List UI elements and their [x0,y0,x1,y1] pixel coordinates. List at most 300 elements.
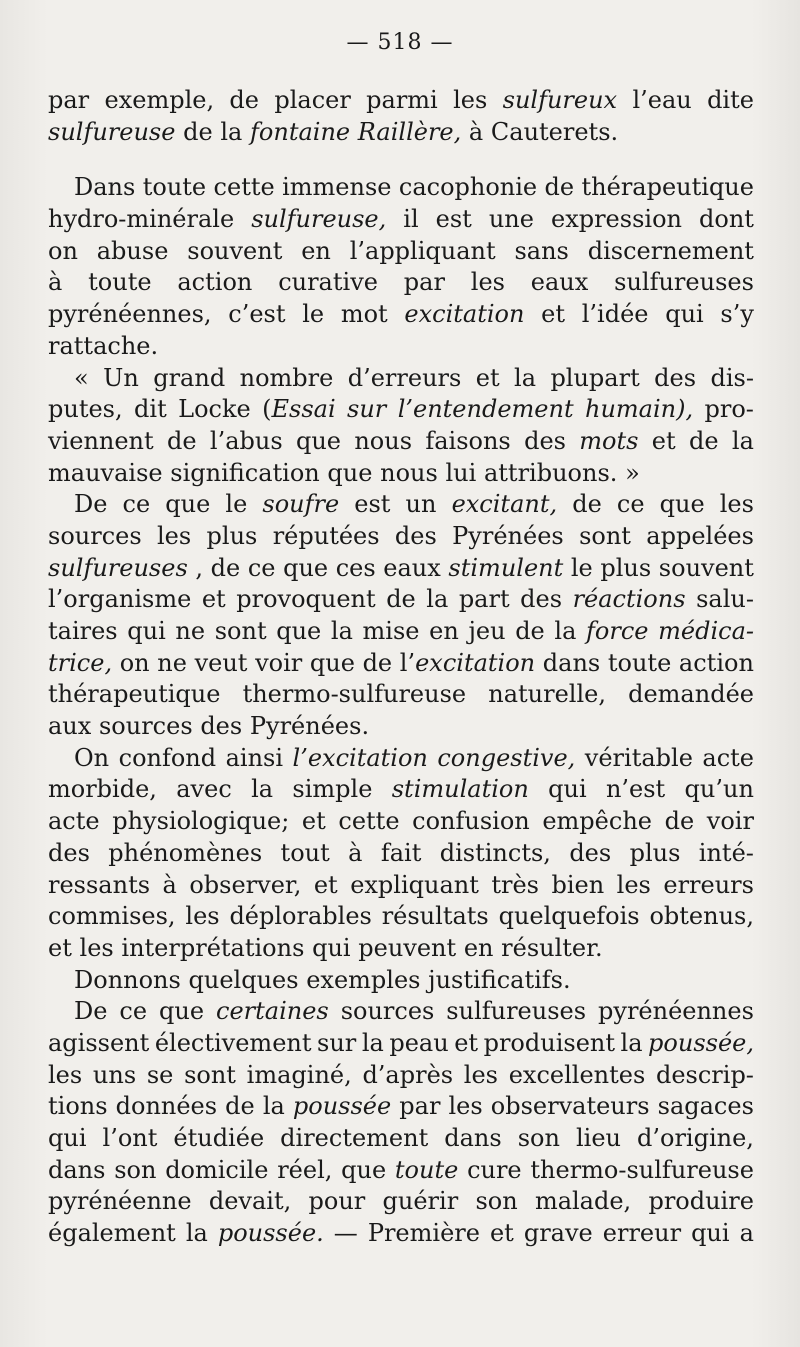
word: thérapeutique [48,680,221,709]
word: qui [691,1219,730,1248]
word: l’entendement [397,395,574,424]
word: nombre [239,363,334,392]
text-line [48,1186,754,1218]
word: cure [467,1155,522,1184]
word: la [220,117,243,146]
word: dit [134,395,167,424]
text-line [48,838,754,870]
word: l’ont [102,1124,158,1152]
word: justificatifs. [428,965,571,994]
word: excellentes [508,1060,646,1089]
word: poussée. [217,1219,324,1248]
word: et [201,585,226,614]
word: produire [648,1187,754,1216]
word: résultats [381,902,489,931]
word: phénomènes [108,838,263,867]
word: Locke [178,395,251,424]
word: la [731,426,754,455]
word: la [514,363,537,392]
text-line [48,1091,754,1123]
word: poussée, [648,1028,754,1057]
word: de [544,173,575,202]
word: une [488,205,534,234]
text-line [48,299,754,331]
word: plus [206,521,258,550]
text-line [48,363,754,395]
word: s’y [720,300,754,329]
word: , [195,553,204,582]
word: action [678,648,754,677]
word: Pyrénées [452,521,564,550]
word: thermo-sulfureuse [242,680,467,709]
word: certaines [216,997,329,1026]
word: d’après [362,1060,454,1089]
text-line [48,996,754,1028]
word: est [354,490,391,519]
paragraph [48,363,754,490]
word: mise [362,617,420,645]
word: n’est [605,775,666,804]
word: que [659,490,705,519]
word: en [429,617,459,645]
word: mauvaise [48,458,163,487]
word: ressants [48,870,151,899]
word: un [405,490,437,519]
word: ce [616,490,645,519]
word: les [719,490,754,519]
word: résulter. [501,933,603,962]
text-line [48,204,754,236]
word: plus [600,553,652,582]
word: électivement [154,1028,312,1057]
word: avec [176,775,232,804]
word: les [616,870,651,899]
word: que [327,458,373,487]
word: De [74,490,108,519]
text-line [48,85,754,117]
word: peau [389,1028,449,1057]
word: excitant, [451,490,558,519]
text-line [48,1028,754,1060]
word: la [251,775,274,804]
word: faisons [425,426,511,455]
text-line [48,965,754,997]
word: ces [335,553,376,582]
word: souvent [658,553,754,582]
word: part [458,585,510,614]
word: thérapeutique [581,173,754,202]
word: de [386,585,416,614]
paragraph [48,489,754,743]
word: eaux [530,268,589,297]
word: ce [119,997,148,1026]
word: l’abus [209,426,283,455]
word: en [463,933,494,962]
word: Donnons [74,965,181,994]
word: malade, [534,1187,632,1216]
paragraph [48,85,754,148]
word: On [74,743,110,772]
word: directement [280,1124,429,1152]
word: De [74,997,108,1026]
word: par [399,1092,441,1121]
word: que [159,997,205,1026]
word: toute [142,173,207,202]
word: et [454,1028,479,1057]
word: la [330,617,353,645]
word: empêche [542,807,652,836]
word: rattache. [48,331,159,360]
word: tout [280,838,330,867]
word: Pyrénées. [249,712,370,741]
word: sur [347,395,387,424]
word: mots [579,426,639,455]
text-line [48,521,754,553]
word: ce [122,490,151,519]
word: il [403,205,419,234]
word: l’excitation [399,648,536,677]
word: trice, [48,648,113,677]
word: d’erreurs [347,363,462,392]
word: données [115,1092,218,1121]
word: commises, [48,902,176,931]
text-line [48,933,754,965]
word: sont [214,617,267,645]
word: l’appliquant [349,236,496,265]
word: ne [157,648,187,677]
word: discernement [587,236,754,265]
word: Un [103,363,139,392]
word: en [301,236,331,265]
word: la [620,1028,643,1057]
word: des [200,712,243,741]
text-line [48,267,754,299]
word: pour [308,1187,366,1216]
word: le [570,553,593,582]
word: les [185,902,220,931]
word: Raillère, [357,117,462,146]
word: parmi [366,86,438,114]
word: souvent [187,236,283,265]
word: la [185,1219,208,1248]
word: la [426,585,449,614]
word: sulfureuse [48,117,176,146]
paragraph [48,965,754,997]
word: qui [312,933,351,962]
word: très [491,870,539,899]
word: distincts, [439,838,551,867]
word: interprétations [121,933,305,962]
word: putes, [48,395,123,424]
text-line [48,774,754,806]
text-line [48,331,754,363]
word: observateurs [490,1092,650,1121]
page-number: — 518 — [346,30,454,55]
text-line [48,1155,754,1187]
word: de [572,490,602,519]
text-line [48,117,754,149]
word: viennent [48,426,154,455]
word: dis- [710,363,754,392]
word: Dans [74,173,136,202]
word: thermo-sulfureuse [530,1155,754,1184]
word: à [468,117,484,146]
word: les [463,1060,498,1089]
word: pro- [704,395,754,424]
word: tions [48,1092,108,1121]
word: dans [48,1155,106,1184]
text-line [48,616,754,648]
word: morbide, [48,775,157,804]
word: sont [579,521,631,550]
word: et [475,363,500,392]
word: nous [380,458,438,487]
text-line [48,711,754,743]
word: stimulent [448,553,564,582]
text-line [48,1123,754,1155]
word: on [48,236,78,265]
word: quelquefois [498,902,640,931]
word: les [453,86,488,114]
word: le [225,490,248,519]
word: que [165,490,211,519]
word: dite [707,86,754,114]
word: de [362,648,393,677]
word: son [517,1124,560,1152]
text-line [48,679,754,711]
word: abuse [96,236,169,265]
word: étudiée [173,1124,265,1152]
word: est [435,205,472,234]
word: toute [394,1155,459,1184]
word: grand [153,363,226,392]
word: la [554,617,577,645]
word: les [157,521,192,550]
word: sulfureuses [48,553,188,582]
word: soufre [262,490,340,519]
text-line [48,172,754,204]
text-line [48,743,754,775]
word: provoquent [236,585,376,614]
word: et [313,870,338,899]
word: devait, [208,1187,292,1216]
text-line [48,1218,754,1250]
text-line [48,648,754,680]
word: sulfureuse, [251,205,387,234]
word: de [166,426,197,455]
word: expliquant [350,870,479,899]
word: » [625,458,640,487]
word: acte [702,743,754,772]
word: des [520,585,563,614]
word: réputées [272,521,380,550]
word: expression [550,205,682,234]
word: réel, [277,1155,333,1184]
word: a [739,1219,754,1248]
text-line [48,901,754,933]
word: sources [98,712,193,741]
word: sagaces [657,1092,754,1121]
word: et [541,300,566,329]
word: agissent [48,1028,150,1057]
word: des [654,363,697,392]
text-line [48,806,754,838]
text-line [48,1060,754,1092]
word: des [524,426,566,455]
word: inté- [698,838,754,867]
word: voir [255,648,303,677]
word: à [162,870,177,899]
word: déplorables [229,902,372,931]
word: congestive, [437,743,576,772]
word: salu- [696,585,754,614]
text-line [48,584,754,616]
word: la [262,1092,285,1121]
text-line [48,426,754,458]
word: sulfureux [502,86,618,114]
word: naturelle, [488,680,606,709]
paragraph [48,996,754,1250]
word: l’eau [632,86,692,114]
word: se [146,1060,174,1089]
word: sources [340,997,435,1026]
word: qui [48,1124,87,1152]
word: produisent [483,1028,615,1057]
word: dans [542,648,601,677]
word: (Essai [262,395,336,424]
word: son [114,1155,157,1184]
word: stimulation [391,775,529,804]
word: sulfureuses [614,268,754,297]
word: des [48,838,90,867]
word: excitation [404,300,525,329]
word: domicile [165,1155,269,1184]
word: exemple, [104,86,215,114]
word: observer, [189,870,302,899]
text-line [48,489,754,521]
word: les [448,1092,483,1121]
word: également [48,1219,176,1248]
word: l’idée [581,300,649,329]
word: cette [213,173,275,202]
word: de [688,426,719,455]
word: de [183,117,213,146]
word: voir [706,807,754,836]
word: cacophonie [398,173,538,202]
word: action [177,268,253,297]
word: ce [247,553,276,582]
word: des [569,838,612,867]
word: pyrénéennes, [48,300,212,329]
word: plus [629,838,681,867]
word: lui [445,458,477,487]
word: demandée [628,680,754,709]
word: appelées [646,521,754,550]
word: véritable [584,743,693,772]
word: les [79,933,114,962]
word: que [341,1155,387,1184]
paragraph [48,743,754,965]
word: dans [444,1124,502,1152]
word: poussée [292,1092,392,1121]
word: de [229,86,259,114]
word: de [210,553,241,582]
body-text [48,85,754,1250]
word: placer [274,86,351,114]
word: l’excitation [292,743,428,772]
word: lieu [575,1124,621,1152]
text-line [48,553,754,585]
text-line [48,458,754,490]
word: dont [699,205,754,234]
word: des [394,521,437,550]
word: de [225,1092,255,1121]
word: qui [548,775,587,804]
word: à [348,838,363,867]
word: exemples [306,965,421,994]
word: obtenus, [649,902,754,931]
word: et [489,1219,514,1248]
word: ainsi [225,743,284,772]
word: mot [340,300,388,329]
word: guérir [382,1187,459,1216]
word: immense [282,173,392,202]
word: quelques [188,965,299,994]
word: l’organisme [48,585,192,614]
word: grave [523,1219,593,1248]
word: pyrénéenne [48,1187,192,1216]
word: sulfureuses [446,997,587,1026]
word: sont [184,1060,236,1089]
word: simple [292,775,373,804]
word: par [403,268,445,297]
text-line [48,236,754,268]
word: signification [170,458,320,487]
word: et [651,426,676,455]
word: bien [551,870,605,899]
word: humain), [585,395,694,424]
word: veut [194,648,248,677]
word: la [361,1028,384,1057]
word: fait [380,838,422,867]
word: que [295,426,341,455]
word: toute [88,268,152,297]
word: les [470,268,505,297]
word: sources [48,521,142,550]
word: erreur [602,1219,682,1248]
word: eaux [383,553,441,582]
word: nous [354,426,413,455]
word: que [276,617,322,645]
word: sur [317,1028,357,1057]
word: confusion [412,807,530,836]
word: attribuons. [483,458,618,487]
paragraph [48,172,754,362]
word: curative [278,268,378,297]
word: Cauterets. [490,117,619,146]
word: que [283,553,329,582]
word: imaginé, [246,1060,352,1089]
word: qu’un [684,775,754,804]
word: fontaine [250,117,351,146]
word: c’est [228,300,286,329]
word: toute [607,648,672,677]
word: aux [48,712,92,741]
word: ne [175,617,206,645]
word: qui [127,617,166,645]
word: cette [338,807,400,836]
word: à [48,268,63,297]
